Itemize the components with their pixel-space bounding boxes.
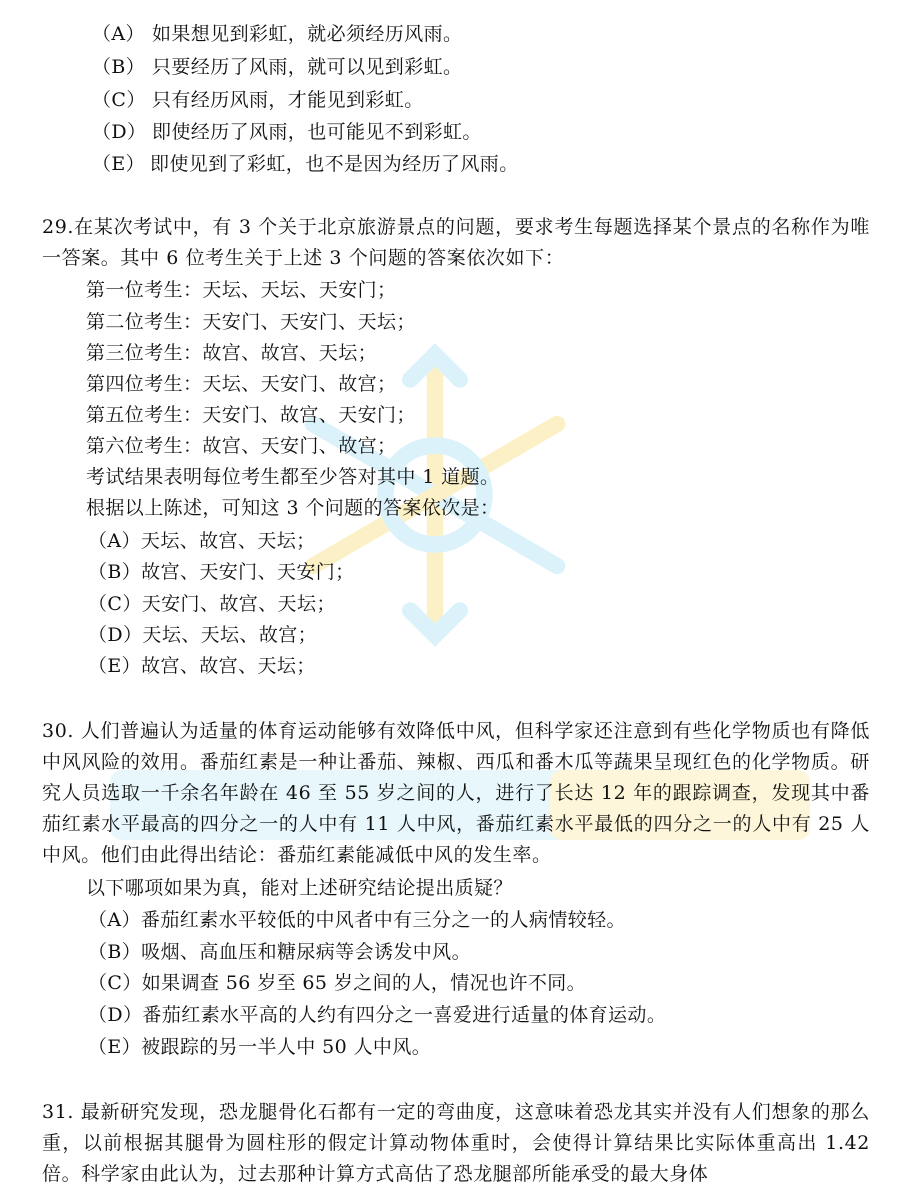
q29-line: 根据以上陈述，可知这 3 个问题的答案依次是： — [86, 497, 500, 519]
q30-option-b: （B）吸烟、高血压和糖尿病等会诱发中风。 — [88, 941, 471, 963]
option-text: 即使经历了风雨，也可能见不到彩虹。 — [152, 121, 482, 143]
q29-option-b: （B）故宫、天安门、天安门； — [88, 561, 355, 583]
option-label: （D） — [92, 121, 147, 143]
q29-stem: 29.在某次考试中，有 3 个关于北京旅游景点的问题，要求考生每题选择某个景点的名称作为唯一答案。其中 6 位考生关于上述 3 个问题的答案依次如下： — [42, 216, 870, 269]
q30-stem: 30. 人们普遍认为适量的体育运动能够有效降低中风，但科学家还注意到有些化学物质也有降低中风风险的效用。番茄红素是一种让番茄、辣椒、西瓜和番木瓜等蔬果呈现红色的化学物质。研究人员选取一千余名年龄在 46 至 55 岁之间的人，进行了长达 12 年的跟踪调查，发现其中番茄红素水平最高的四分之一的人中有 11 人中风，番茄红素水平最低的四分之一的人中有 25 人中风。他们由此得出结论：番茄红素能减低中风的发生率。 — [42, 720, 870, 866]
option-text: 如果想见到彩虹，就必须经历风雨。 — [152, 23, 463, 45]
option-label: （C） — [92, 89, 146, 111]
option-label: （B） — [92, 56, 146, 78]
q30-option-c: （C）如果调查 56 岁至 65 岁之间的人，情况也许不同。 — [88, 972, 587, 994]
q30-option-a: （A）番茄红素水平较低的中风者中有三分之一的人病情较轻。 — [88, 909, 626, 931]
q30-question: 以下哪项如果为真，能对上述研究结论提出质疑？ — [86, 877, 513, 899]
option-text: 只有经历风雨，才能见到彩虹。 — [152, 89, 424, 111]
q29-option-c: （C）天安门、故宫、天坛； — [88, 593, 336, 615]
option-text: 即使见到了彩虹，也不是因为经历了风雨。 — [150, 153, 519, 175]
q29-line: 第三位考生：故宫、故宫、天坛； — [86, 342, 378, 364]
q29-option-d: （D）天坛、天坛、故宫； — [88, 624, 318, 646]
option-label: （A） — [92, 23, 145, 45]
q31-stem: 31. 最新研究发现，恐龙腿骨化石都有一定的弯曲度，这意味着恐龙其实并没有人们想象的那么重，以前根据其腿骨为圆柱形的假定计算动物体重时，会使得计算结果比实际体重高出 1.42 倍。科学家由此认为，过去那种计算方式高估了恐龙腿部所能承受的最大身体 — [42, 1101, 870, 1185]
option-text: 只要经历了风雨，就可以见到彩虹。 — [152, 56, 463, 78]
q30-option-e: （E）被跟踪的另一半人中 50 人中风。 — [88, 1036, 432, 1058]
q29-option-e: （E）故宫、故宫、天坛； — [88, 655, 316, 677]
option-label: （E） — [92, 153, 146, 175]
q29-line: 考试结果表明每位考生都至少答对其中 1 道题。 — [86, 466, 500, 488]
q29-line: 第一位考生：天坛、天坛、天安门； — [86, 279, 397, 301]
q29-line: 第五位考生：天安门、故宫、天安门； — [86, 404, 416, 426]
q29-line: 第四位考生：天坛、天安门、故宫； — [86, 373, 397, 395]
q29-line: 第六位考生：故宫、天安门、故宫； — [86, 435, 397, 457]
q29-option-a: （A）天坛、故宫、天坛； — [88, 530, 316, 552]
q30-option-d: （D）番茄红素水平高的人约有四分之一喜爱进行适量的体育运动。 — [88, 1004, 667, 1026]
q29-line: 第二位考生：天安门、天安门、天坛； — [86, 311, 416, 333]
